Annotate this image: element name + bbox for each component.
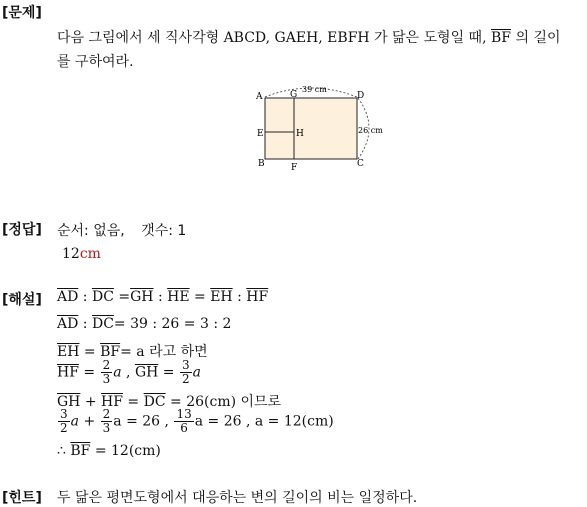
seg-bf-2: $\overline{BF}$	[100, 344, 121, 360]
measure-top: 39 cm	[302, 85, 327, 94]
seg-eh: $\overline{EH}$	[210, 289, 233, 305]
seg-hf-2: $\overline{HF}$	[57, 364, 79, 381]
let-a-text: = a 라고 하면	[120, 344, 208, 360]
seg-gh-3: $\overline{GH}$	[57, 394, 81, 410]
segment-bf: $\overline{BF}$	[491, 30, 512, 46]
seg-gh: $\overline{GH}$	[130, 289, 154, 305]
seg-hf: $\overline{HF}$	[246, 289, 269, 305]
answer-unit: cm	[79, 246, 101, 262]
seg-hf-3: $\overline{HF}$	[101, 394, 123, 410]
solution-line-6: $\frac{3}{2}$ a + $\frac{2}{3}$ a = 26 , $\frac{13}{6}$ a = 26 , a = 12(cm)	[60, 407, 334, 435]
answer-count: 갯수: 1	[141, 223, 187, 239]
label-a: A	[256, 92, 263, 102]
solution-line-7	[57, 443, 161, 459]
problem-line-2: 를 구하여라.	[57, 54, 134, 70]
seg-bf-3: $\overline{BF}$	[70, 443, 91, 459]
seg-ad: $\overline{AD}$	[57, 289, 79, 305]
label-d: D	[357, 91, 365, 101]
label-g: G	[290, 90, 298, 100]
eq-text-2: a = 26 , a = 12(cm)	[194, 413, 334, 430]
hint-text: 두 닮은 평면도형에서 대응하는 변의 길이의 비는 일정하다.	[57, 490, 418, 506]
solution-line-4: $\overline{HF}$ = $\frac{2}{3}$ a , $\overline{GH}$ = $\frac{3}{2}$ a	[57, 358, 201, 386]
seg-ad-2: $\overline{AD}$	[57, 316, 79, 332]
label-c: C	[357, 159, 364, 169]
answer-order: 순서: 없음,	[57, 223, 125, 239]
fraction-3-2: $\frac{3}{2}$	[181, 358, 190, 386]
answer-value: 12	[62, 246, 80, 262]
solution-label: [해설]	[2, 292, 42, 308]
label-h: H	[296, 129, 304, 139]
label-f: F	[291, 163, 298, 173]
seg-gh-2: $\overline{GH}$	[134, 364, 159, 381]
sum-text: = 26(cm) 이므로	[170, 394, 282, 410]
hint-label: [힌트]	[2, 490, 42, 506]
seg-he: $\overline{HE}$	[167, 289, 190, 305]
fraction-3-2b: $\frac{3}{2}$	[60, 407, 68, 435]
label-e: E	[257, 129, 264, 139]
answer-label: [정답]	[2, 222, 42, 238]
final-text: = 12(cm)	[94, 443, 161, 459]
answer-meta	[57, 220, 186, 240]
label-b: B	[258, 159, 265, 169]
seg-eh-2: $\overline{EH}$	[57, 344, 80, 360]
problem-text-1: 다음 그림에서 세 직사각형 ABCD, GAEH, EBFH 가 닮은 도형일 때,	[57, 30, 487, 46]
solution-line-5: $\overline{GH} + \overline{HF} = \overline{DC} = 26(cm)$ 이므로	[57, 394, 282, 410]
ratio-text: = 39 : 26 = 3 : 2	[113, 316, 232, 332]
eq-text-1: a = 26 ,	[113, 413, 169, 430]
seg-dc-3: $\overline{DC}$	[143, 394, 166, 410]
fraction-13-6: $\frac{13}{6}$	[176, 407, 192, 435]
fraction-2-3: $\frac{2}{3}$	[102, 358, 111, 386]
problem-text-1b: 의 길이	[511, 30, 561, 46]
measure-right: 26 cm	[358, 126, 383, 135]
solution-line-2: $\overline{AD}$ : $\overline{DC}= 39$ : 26 = 3 : 2	[57, 316, 232, 332]
therefore-symbol: ∴	[57, 443, 66, 459]
fraction-2-3b: $\frac{2}{3}$	[102, 407, 111, 435]
seg-dc: $\overline{DC}$	[91, 289, 114, 305]
solution-line-1: $\overline{AD}$ : $\overline{DC} =\overline{GH}$ : $\overline{HE} = \overline{EH}$ : $\overline{HF}$	[57, 289, 269, 305]
problem-label: [문제]	[2, 5, 42, 21]
answer-value-line	[62, 246, 101, 262]
rect-abcd	[265, 98, 357, 159]
problem-line-1	[57, 27, 561, 47]
rectangle-figure	[255, 85, 390, 175]
solution-line-3: $\overline{EH} = \overline{BF}= a$ 라고 하면	[57, 344, 208, 360]
seg-dc-2: $\overline{DC}$	[91, 316, 114, 332]
